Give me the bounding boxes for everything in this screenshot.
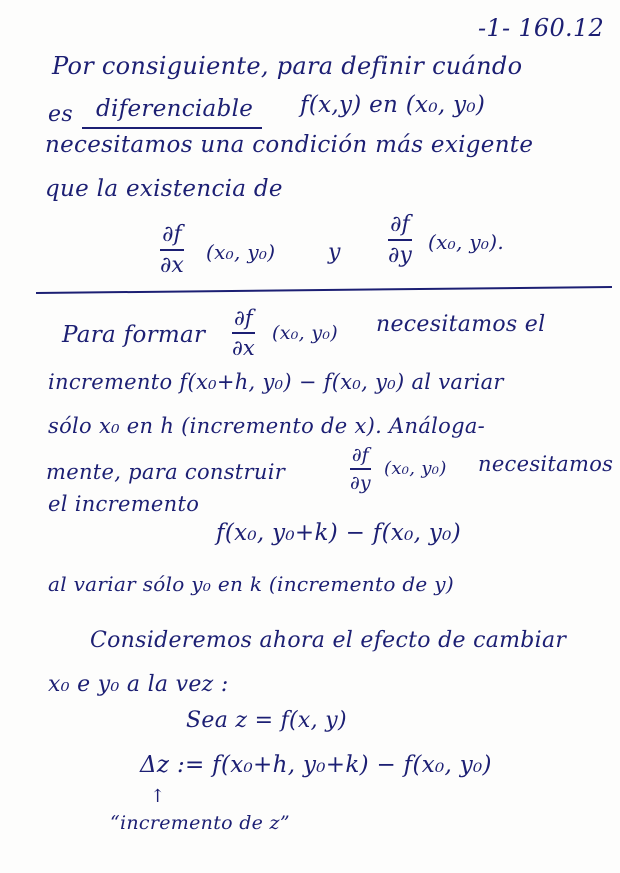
s1-frac-x-arg: (x₀, y₀) bbox=[206, 240, 276, 264]
s2-line3: sólo x₀ en h (incremento de x). Análoga- bbox=[48, 414, 486, 438]
s2-line2: incremento f(x₀+h, y₀) − f(x₀, y₀) al variar bbox=[48, 370, 504, 394]
s2-line7: al variar sólo y₀ en k (incremento de y) bbox=[48, 572, 454, 596]
s3-line5: “incremento de z” bbox=[110, 812, 290, 834]
s2-line1-suffix: necesitamos el bbox=[376, 312, 546, 337]
frac-den: ∂x bbox=[232, 336, 255, 360]
s1-line1: Por consiguiente, para definir cuándo bbox=[52, 52, 523, 80]
fraction-bar bbox=[232, 332, 255, 334]
s1-line2-underlined: diferenciable bbox=[96, 96, 254, 122]
partial-y-fraction bbox=[388, 212, 412, 268]
underline-diferenciable bbox=[82, 127, 262, 129]
s2-line4-suffix: necesitamos bbox=[478, 452, 614, 476]
frac-num: ∂f bbox=[390, 212, 410, 237]
frac-den: ∂x bbox=[160, 253, 184, 278]
fraction-bar bbox=[160, 249, 184, 251]
s3-line4: Δz := f(x₀+h, y₀+k) − f(x₀, y₀) bbox=[140, 752, 492, 778]
partial-x-fraction bbox=[160, 222, 184, 278]
frac-den: ∂y bbox=[350, 472, 371, 494]
s1-line2-suffix: f(x,y) en (x₀, y₀) bbox=[300, 92, 486, 118]
frac-num: ∂f bbox=[234, 306, 253, 330]
s1-line2-prefix: es bbox=[48, 102, 73, 127]
s3-line2: x₀ e y₀ a la vez : bbox=[48, 672, 229, 697]
s1-line4: que la existencia de bbox=[45, 176, 283, 202]
s2-line5: el incremento bbox=[48, 492, 200, 516]
arrow-up-icon: ↑ bbox=[150, 786, 166, 807]
s2-frac-y-arg: (x₀, y₀) bbox=[384, 458, 447, 479]
s3-line3: Sea z = f(x, y) bbox=[186, 708, 347, 733]
s1-conj: y bbox=[328, 240, 341, 265]
s2-partial-y-fraction bbox=[350, 444, 371, 494]
section-divider bbox=[36, 286, 612, 294]
page-number: -1- 160.12 bbox=[478, 14, 605, 42]
s2-frac-x-arg: (x₀, y₀) bbox=[272, 322, 338, 344]
s2-partial-x-fraction bbox=[232, 306, 255, 360]
s1-frac-y-arg: (x₀, y₀). bbox=[428, 230, 504, 254]
fraction-bar bbox=[388, 239, 412, 241]
s1-line3: necesitamos una condición más exigente bbox=[45, 132, 534, 158]
frac-num: ∂f bbox=[351, 444, 369, 466]
fraction-bar bbox=[350, 468, 371, 470]
s2-line1-prefix: Para formar bbox=[62, 322, 206, 348]
s2-line4-prefix: mente, para construir bbox=[46, 460, 286, 484]
s3-line1: Consideremos ahora el efecto de cambiar bbox=[90, 628, 567, 653]
frac-den: ∂y bbox=[388, 243, 412, 268]
frac-num: ∂f bbox=[162, 222, 182, 247]
s2-line6: f(x₀, y₀+k) − f(x₀, y₀) bbox=[216, 520, 461, 546]
